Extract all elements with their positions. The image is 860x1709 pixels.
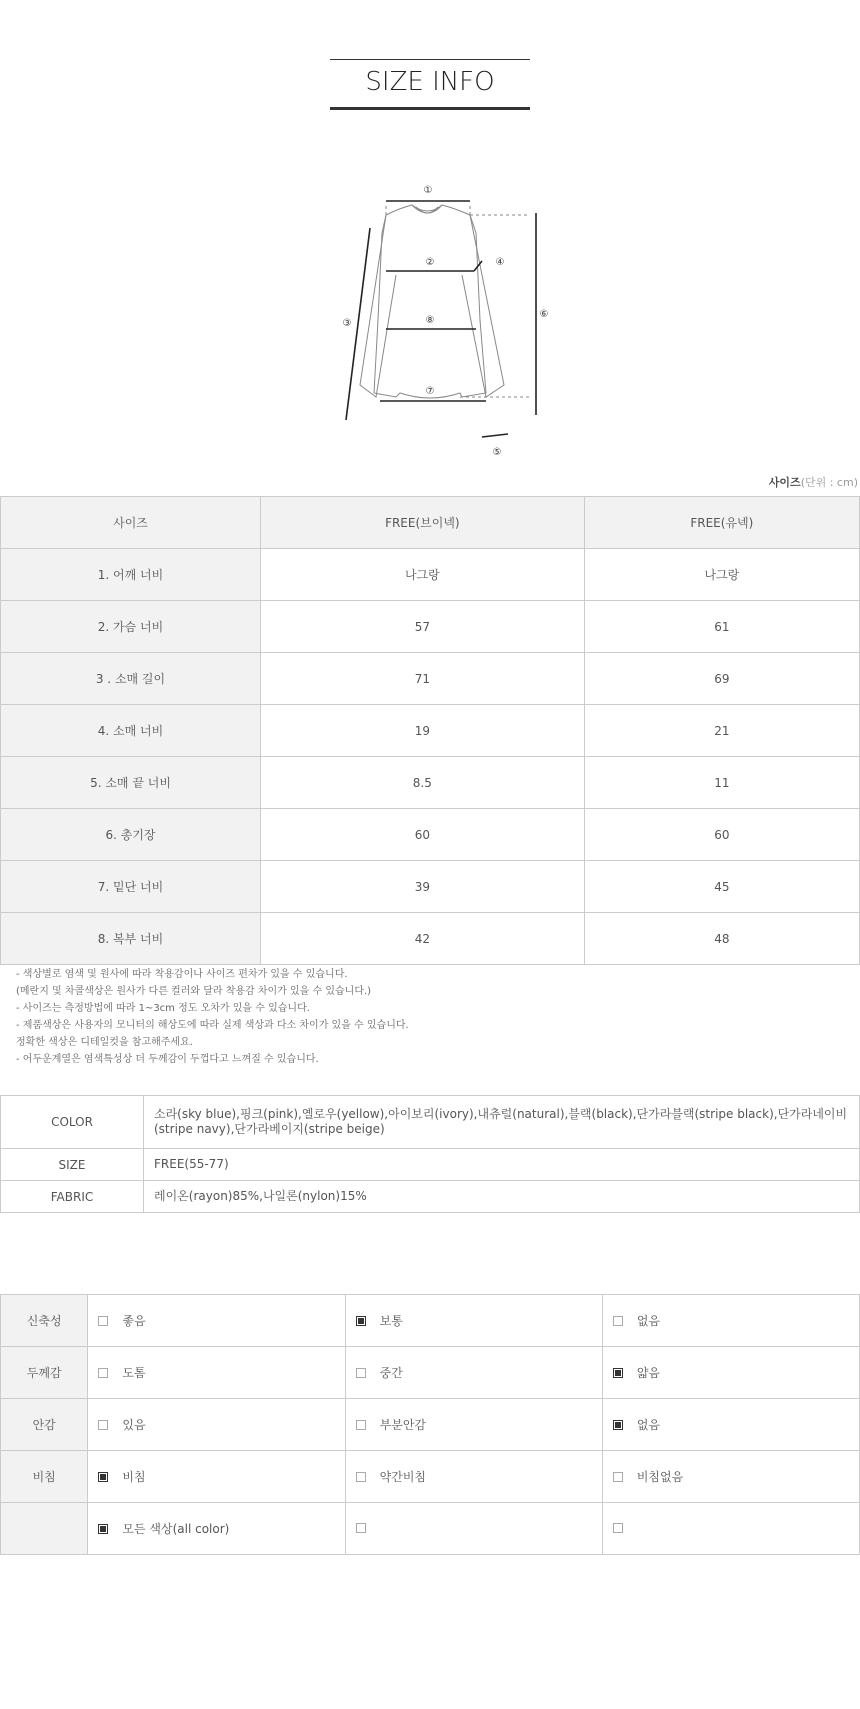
feel-option bbox=[602, 1295, 859, 1347]
cell-uneck: 61 bbox=[584, 601, 859, 653]
cell-vneck: 71 bbox=[261, 653, 585, 705]
garment-measurement-diagram bbox=[330, 175, 550, 460]
feel-option-label: 좋음 bbox=[122, 1314, 146, 1328]
fabric-value: 레이온(rayon)85%,나일론(nylon)15% bbox=[144, 1181, 860, 1213]
product-info-table bbox=[0, 1095, 860, 1213]
color-value: 소라(sky blue),핑크(pink),옐로우(yellow),아이보리(ivory),내츄럴(natural),블랙(black),단가라블랙(stripe black),단가라네이비(stripe navy),단가라베이지(stripe beige) bbox=[144, 1096, 860, 1149]
marker-2: ② bbox=[425, 257, 435, 268]
unchecked-box-icon bbox=[98, 1420, 108, 1430]
unchecked-box-icon bbox=[356, 1420, 366, 1430]
feel-option-label: 보통 bbox=[379, 1314, 403, 1328]
info-row-color bbox=[1, 1096, 860, 1149]
cell-vneck: 57 bbox=[261, 601, 585, 653]
feel-option bbox=[602, 1399, 859, 1451]
row-label: 4. 소매 너비 bbox=[1, 705, 261, 757]
unit-label bbox=[769, 474, 858, 490]
color-label: COLOR bbox=[1, 1096, 144, 1149]
title-bottom-rule bbox=[330, 107, 530, 110]
checked-box-icon bbox=[613, 1420, 623, 1430]
feel-option bbox=[345, 1503, 602, 1555]
row-label: 7. 밑단 너비 bbox=[1, 861, 261, 913]
feel-option bbox=[345, 1295, 602, 1347]
size-table-header bbox=[1, 497, 860, 549]
note-line: - 사이즈는 측정방법에 따라 1~3cm 정도 오차가 있을 수 있습니다. bbox=[16, 1003, 310, 1014]
feel-option-label: 모든 색상(all color) bbox=[122, 1522, 230, 1536]
marker-5: ⑤ bbox=[492, 447, 502, 458]
cell-uneck: 45 bbox=[584, 861, 859, 913]
row-label: 8. 복부 너비 bbox=[1, 913, 261, 965]
checked-box-icon bbox=[356, 1316, 366, 1326]
title-top-rule bbox=[330, 59, 530, 60]
checked-box-icon bbox=[98, 1524, 108, 1534]
fabric-label: FABRIC bbox=[1, 1181, 144, 1213]
feel-option bbox=[602, 1503, 859, 1555]
feel-row-label: 두께감 bbox=[1, 1347, 88, 1399]
feel-option-label: 있음 bbox=[122, 1418, 146, 1432]
feel-option-label: 부분안감 bbox=[379, 1418, 427, 1432]
feel-option bbox=[88, 1347, 345, 1399]
table-row bbox=[1, 705, 860, 757]
table-row bbox=[1, 913, 860, 965]
table-row bbox=[1, 809, 860, 861]
feel-row bbox=[1, 1399, 860, 1451]
cell-uneck: 나그랑 bbox=[584, 549, 859, 601]
feel-option-label: 중간 bbox=[379, 1366, 403, 1380]
unchecked-box-icon bbox=[98, 1368, 108, 1378]
info-row-size bbox=[1, 1149, 860, 1181]
column-header-vneck: FREE(브이넥) bbox=[261, 497, 585, 549]
marker-7: ⑦ bbox=[425, 386, 435, 397]
feel-option-label: 없음 bbox=[636, 1314, 660, 1328]
size-table bbox=[0, 496, 860, 965]
unchecked-box-icon bbox=[356, 1472, 366, 1482]
note-line: (메란지 및 차콜색상은 원사가 다른 컬러와 달라 착용감 차이가 있을 수 있습니다.) bbox=[16, 986, 372, 997]
marker-1: ① bbox=[423, 185, 433, 196]
feel-row bbox=[1, 1295, 860, 1347]
feel-row bbox=[1, 1347, 860, 1399]
feel-row bbox=[1, 1503, 860, 1555]
note-line: - 색상별로 염색 및 원사에 따라 착용감이나 사이즈 편차가 있을 수 있습니다. bbox=[16, 969, 348, 980]
cell-uneck: 21 bbox=[584, 705, 859, 757]
unit-title: 사이즈 bbox=[768, 476, 801, 489]
row-label: 5. 소매 끝 너비 bbox=[1, 757, 261, 809]
marker-4: ④ bbox=[495, 257, 505, 268]
row-label: 6. 총기장 bbox=[1, 809, 261, 861]
feel-option bbox=[88, 1295, 345, 1347]
feel-option bbox=[88, 1503, 345, 1555]
feel-option bbox=[88, 1451, 345, 1503]
feel-row-label: 안감 bbox=[1, 1399, 88, 1451]
feel-option bbox=[345, 1399, 602, 1451]
cell-uneck: 11 bbox=[584, 757, 859, 809]
unchecked-box-icon bbox=[613, 1523, 623, 1533]
feel-option-label: 약간비침 bbox=[379, 1470, 427, 1484]
feel-option-label: 비침없음 bbox=[636, 1470, 684, 1484]
column-header-uneck: FREE(유넥) bbox=[584, 497, 859, 549]
unchecked-box-icon bbox=[613, 1472, 623, 1482]
feel-row bbox=[1, 1451, 860, 1503]
feel-option bbox=[345, 1347, 602, 1399]
feel-option-label: 비침 bbox=[122, 1470, 146, 1484]
checked-box-icon bbox=[98, 1472, 108, 1482]
page-title: SIZE INFO bbox=[365, 67, 495, 97]
cell-uneck: 48 bbox=[584, 913, 859, 965]
fabric-feel-table bbox=[0, 1294, 860, 1555]
feel-option-label: 얇음 bbox=[636, 1366, 660, 1380]
cell-vneck: 19 bbox=[261, 705, 585, 757]
feel-option bbox=[345, 1451, 602, 1503]
unchecked-box-icon bbox=[356, 1368, 366, 1378]
feel-row-label: 비침 bbox=[1, 1451, 88, 1503]
feel-row-label bbox=[1, 1503, 88, 1555]
table-row bbox=[1, 549, 860, 601]
unchecked-box-icon bbox=[98, 1316, 108, 1326]
note-line: - 제품색상은 사용자의 모니터의 해상도에 따라 실제 색상과 다소 차이가 있을 수 있습니다. bbox=[16, 1020, 409, 1031]
size-label: SIZE bbox=[1, 1149, 144, 1181]
row-label: 1. 어깨 너비 bbox=[1, 549, 261, 601]
feel-option bbox=[88, 1399, 345, 1451]
cell-vneck: 39 bbox=[261, 861, 585, 913]
cell-uneck: 69 bbox=[584, 653, 859, 705]
feel-option bbox=[602, 1451, 859, 1503]
cell-vneck: 42 bbox=[261, 913, 585, 965]
size-info-header bbox=[330, 59, 530, 110]
size-notes bbox=[16, 966, 409, 1068]
note-line: - 어두운계열은 염색특성상 더 두께감이 두껍다고 느껴질 수 있습니다. bbox=[16, 1054, 319, 1065]
checked-box-icon bbox=[613, 1368, 623, 1378]
table-row bbox=[1, 757, 860, 809]
info-row-fabric bbox=[1, 1181, 860, 1213]
unchecked-box-icon bbox=[356, 1523, 366, 1533]
table-row bbox=[1, 861, 860, 913]
feel-option bbox=[602, 1347, 859, 1399]
cell-vneck: 60 bbox=[261, 809, 585, 861]
cell-vneck: 8.5 bbox=[261, 757, 585, 809]
size-value: FREE(55-77) bbox=[144, 1149, 860, 1181]
row-label: 3 . 소매 길이 bbox=[1, 653, 261, 705]
cell-vneck: 나그랑 bbox=[261, 549, 585, 601]
marker-8: ⑧ bbox=[425, 315, 435, 326]
table-row bbox=[1, 653, 860, 705]
marker-6: ⑥ bbox=[539, 309, 549, 320]
cell-uneck: 60 bbox=[584, 809, 859, 861]
marker-3: ③ bbox=[342, 318, 352, 329]
unit-text: (단위 : cm) bbox=[800, 476, 858, 489]
note-line: 정확한 색상은 디테일컷을 참고해주세요. bbox=[16, 1037, 193, 1048]
row-label: 2. 가슴 너비 bbox=[1, 601, 261, 653]
unchecked-box-icon bbox=[613, 1316, 623, 1326]
feel-option-label: 없음 bbox=[636, 1418, 660, 1432]
column-header-size: 사이즈 bbox=[1, 497, 261, 549]
feel-option-label: 도톰 bbox=[122, 1366, 146, 1380]
feel-row-label: 신축성 bbox=[1, 1295, 88, 1347]
table-row bbox=[1, 601, 860, 653]
